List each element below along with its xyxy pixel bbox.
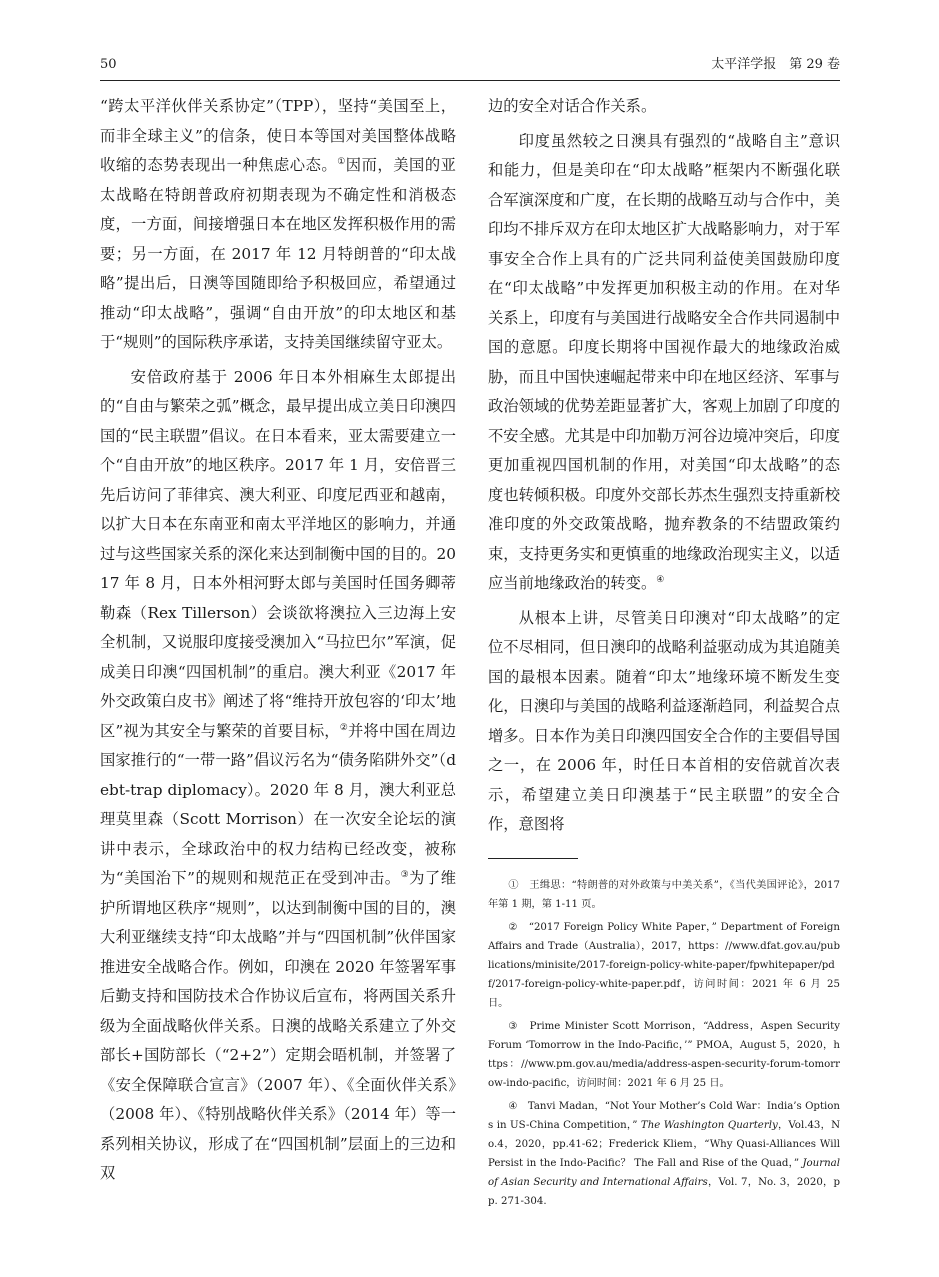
right-column <box>488 92 840 840</box>
left-column <box>100 92 456 1189</box>
footnote-ref[interactable]: ② <box>339 722 348 733</box>
footnote-rule <box>488 858 578 859</box>
page-number: 50 <box>100 57 117 72</box>
journal-name: The Washington Quarterly <box>640 1120 778 1131</box>
footnotes <box>488 876 840 1215</box>
footnote: ② “2017 Foreign Policy White Paper，” Department of Foreign Affairs and Trade（Australia），2017，https：//www.dfat.gov.au/publications/minisite/2017-foreign-policy-white-paper/fpwhitepaper/pdf/2017-foreign-policy-white-paper.pdf，访问时间：2021 年 6 月 25 日。 <box>488 922 840 1009</box>
footnote-ref[interactable]: ① <box>337 157 346 167</box>
journal-name: Journal of Asian Security and International Affairs <box>488 1158 840 1188</box>
footnote-ref[interactable]: ④ <box>656 575 665 585</box>
header-rule <box>100 80 840 81</box>
body-paragraph: 印度虽然较之日澳具有强烈的“战略自主”意识和能力，但是美印在“印太战略”框架内不断强化联合军演深度和广度，在长期的战略互动与合作中，美印均不排斥双方在印太地区扩大战略影响力，对于军事安全合作上具有的广泛共同利益使美国鼓励印度在“印太战略”中发挥更加积极主动的作用。在对华关系上，印度有与美国进行战略安全合作共同遏制中国的意愿。印度长期将中国视作最大的地缘政治威胁，而且中国快速崛起带来中印在地区经济、军事与政治领域的优势差距显著扩大，客观上加剧了印度的不安全感。尤其是中印加勒万河谷边境冲突后，印度更加重视四国机制的作用，对美国“印太战略”的态度也转倾积极。印度外交部长苏杰生强烈支持重新校准印度的外交政策战略，抛弃教条的不结盟政策约束，支持更务实和更慎重的地缘政治现实主义，以适应当前地缘政治的转变。④ <box>488 131 840 592</box>
footnote: ③ Prime Minister Scott Morrison，“Address，Aspen Security Forum ‘Tomorrow in the Indo-Pacific，’” PMOA，August 5，2020，https：//www.pm.gov.au/media/address-aspen-security-forum-tomorrow-indo-pacific，访问时间：2021 年 6 月 25 日。 <box>488 1021 841 1089</box>
running-header <box>100 54 840 76</box>
body-paragraph: “跨太平洋伙伴关系协定”（TPP），坚持“美国至上，而非全球主义”的信条，使日本等国对美国整体战略收缩的态势表现出一种焦虑心态。①因而，美国的亚太战略在特朗普政府初期表现为不确定性和消极态度，一方面，间接增强日本在地区发挥积极作用的需要；另一方面，在 2017 年 12 月特朗普的“印太战略”提出后，日澳等国随即给予积极回应，希望通过推动“印太战略”，强调“自由开放”的印太地区和基于“规则”的国际秩序承诺，支持美国继续留守亚太。 <box>100 97 456 351</box>
journal-title: 太平洋学报 第 29 卷 <box>711 57 840 72</box>
body-paragraph: 边的安全对话合作关系。 <box>488 97 657 115</box>
footnote-number: ① <box>508 880 519 891</box>
body-paragraph: 从根本上讲，尽管美日印澳对“印太战略”的定位不尽相同，但日澳印的战略利益驱动成为其追随美国的最根本因素。随着“印太”地缘环境不断发生变化，日澳印与美国的战略利益逐渐趋同，利益契合点增多。日本作为美日印澳四国安全合作的主要倡导国之一，在 2006 年，时任日本首相的安倍就首次表示，希望建立美日印澳基于“民主联盟”的安全合作，意图将 <box>488 608 840 833</box>
footnote-number: ④ <box>508 1101 518 1112</box>
footnote: ④ Tanvi Madan，“Not Your Mother’s Cold War：India’s Options in US-China Competition，” The Washington Quarterly，Vol.43，No.4，2020，pp.41-62；Frederick Kliem，“Why Quasi-Alliances Will Persist in the Indo-Pacific？ The Fall and Rise of the Quad，” Journal of Asian Security and International Affairs，Vol. 7，No. 3，2020，pp. 271-304. <box>488 1101 840 1207</box>
footnote-ref[interactable]: ③ <box>400 870 410 880</box>
footnote-number: ③ <box>508 1021 519 1032</box>
footnote-number: ② <box>508 922 519 933</box>
footnote: ① 王缉思：“特朗普的对外政策与中美关系”，《当代美国评论》，2017 年第 1 期，第 1-11 页。 <box>488 880 841 910</box>
body-paragraph: 安倍政府基于 2006 年日本外相麻生太郎提出的“自由与繁荣之弧”概念，最早提出成立美日印澳四国的“民主联盟”倡议。在日本看来，亚太需要建立一个“自由开放”的地区秩序。2017 年 1 月，安倍晋三先后访问了菲律宾、澳大利亚、印度尼西亚和越南，以扩大日本在东南亚和南太平洋地区的影响力，并通过与这些国家关系的深化来达到制衡中国的目的。2017 年 8 月，日本外相河野太郎与美国时任国务卿蒂勒森（Rex Tillerson）会谈欲将澳拉入三边海上安全机制，又说服印度接受澳加入“马拉巴尔”军演，促成美日印澳“四国机制”的重启。澳大利亚《2017 年外交政策白皮书》阐述了将“维持开放包容的‘印太’地区”视为其安全与繁荣的首要目标，②并将中国在周边国家推行的“一带一路”倡议污名为“债务陷阱外交”（debt-trap diplomacy）。2020 年 8 月，澳大利亚总理莫里森（Scott Morrison）在一次安全论坛的演讲中表示，全球政治中的权力结构已经改变，被称为“美国治下”的规则和规范正在受到冲击。③为了维护所谓地区秩序“规则”，以达到制衡中国的目的，澳大利亚继续支持“印太战略”并与“四国机制”伙伴国家推进安全战略合作。例如，印澳在 2020 年签署军事后勤支持和国防技术合作协议后宣布，将两国关系升级为全面战略伙伴关系。日澳的战略关系建立了外交部长+国防部长（“2+2”）定期会晤机制，并签署了《安全保障联合宣言》（2007 年）、《全面伙伴关系》（2008 年）、《特别战略伙伴关系》（2014 年）等一系列相关协议，形成了在“四国机制”层面上的三边和双 <box>100 367 456 1182</box>
